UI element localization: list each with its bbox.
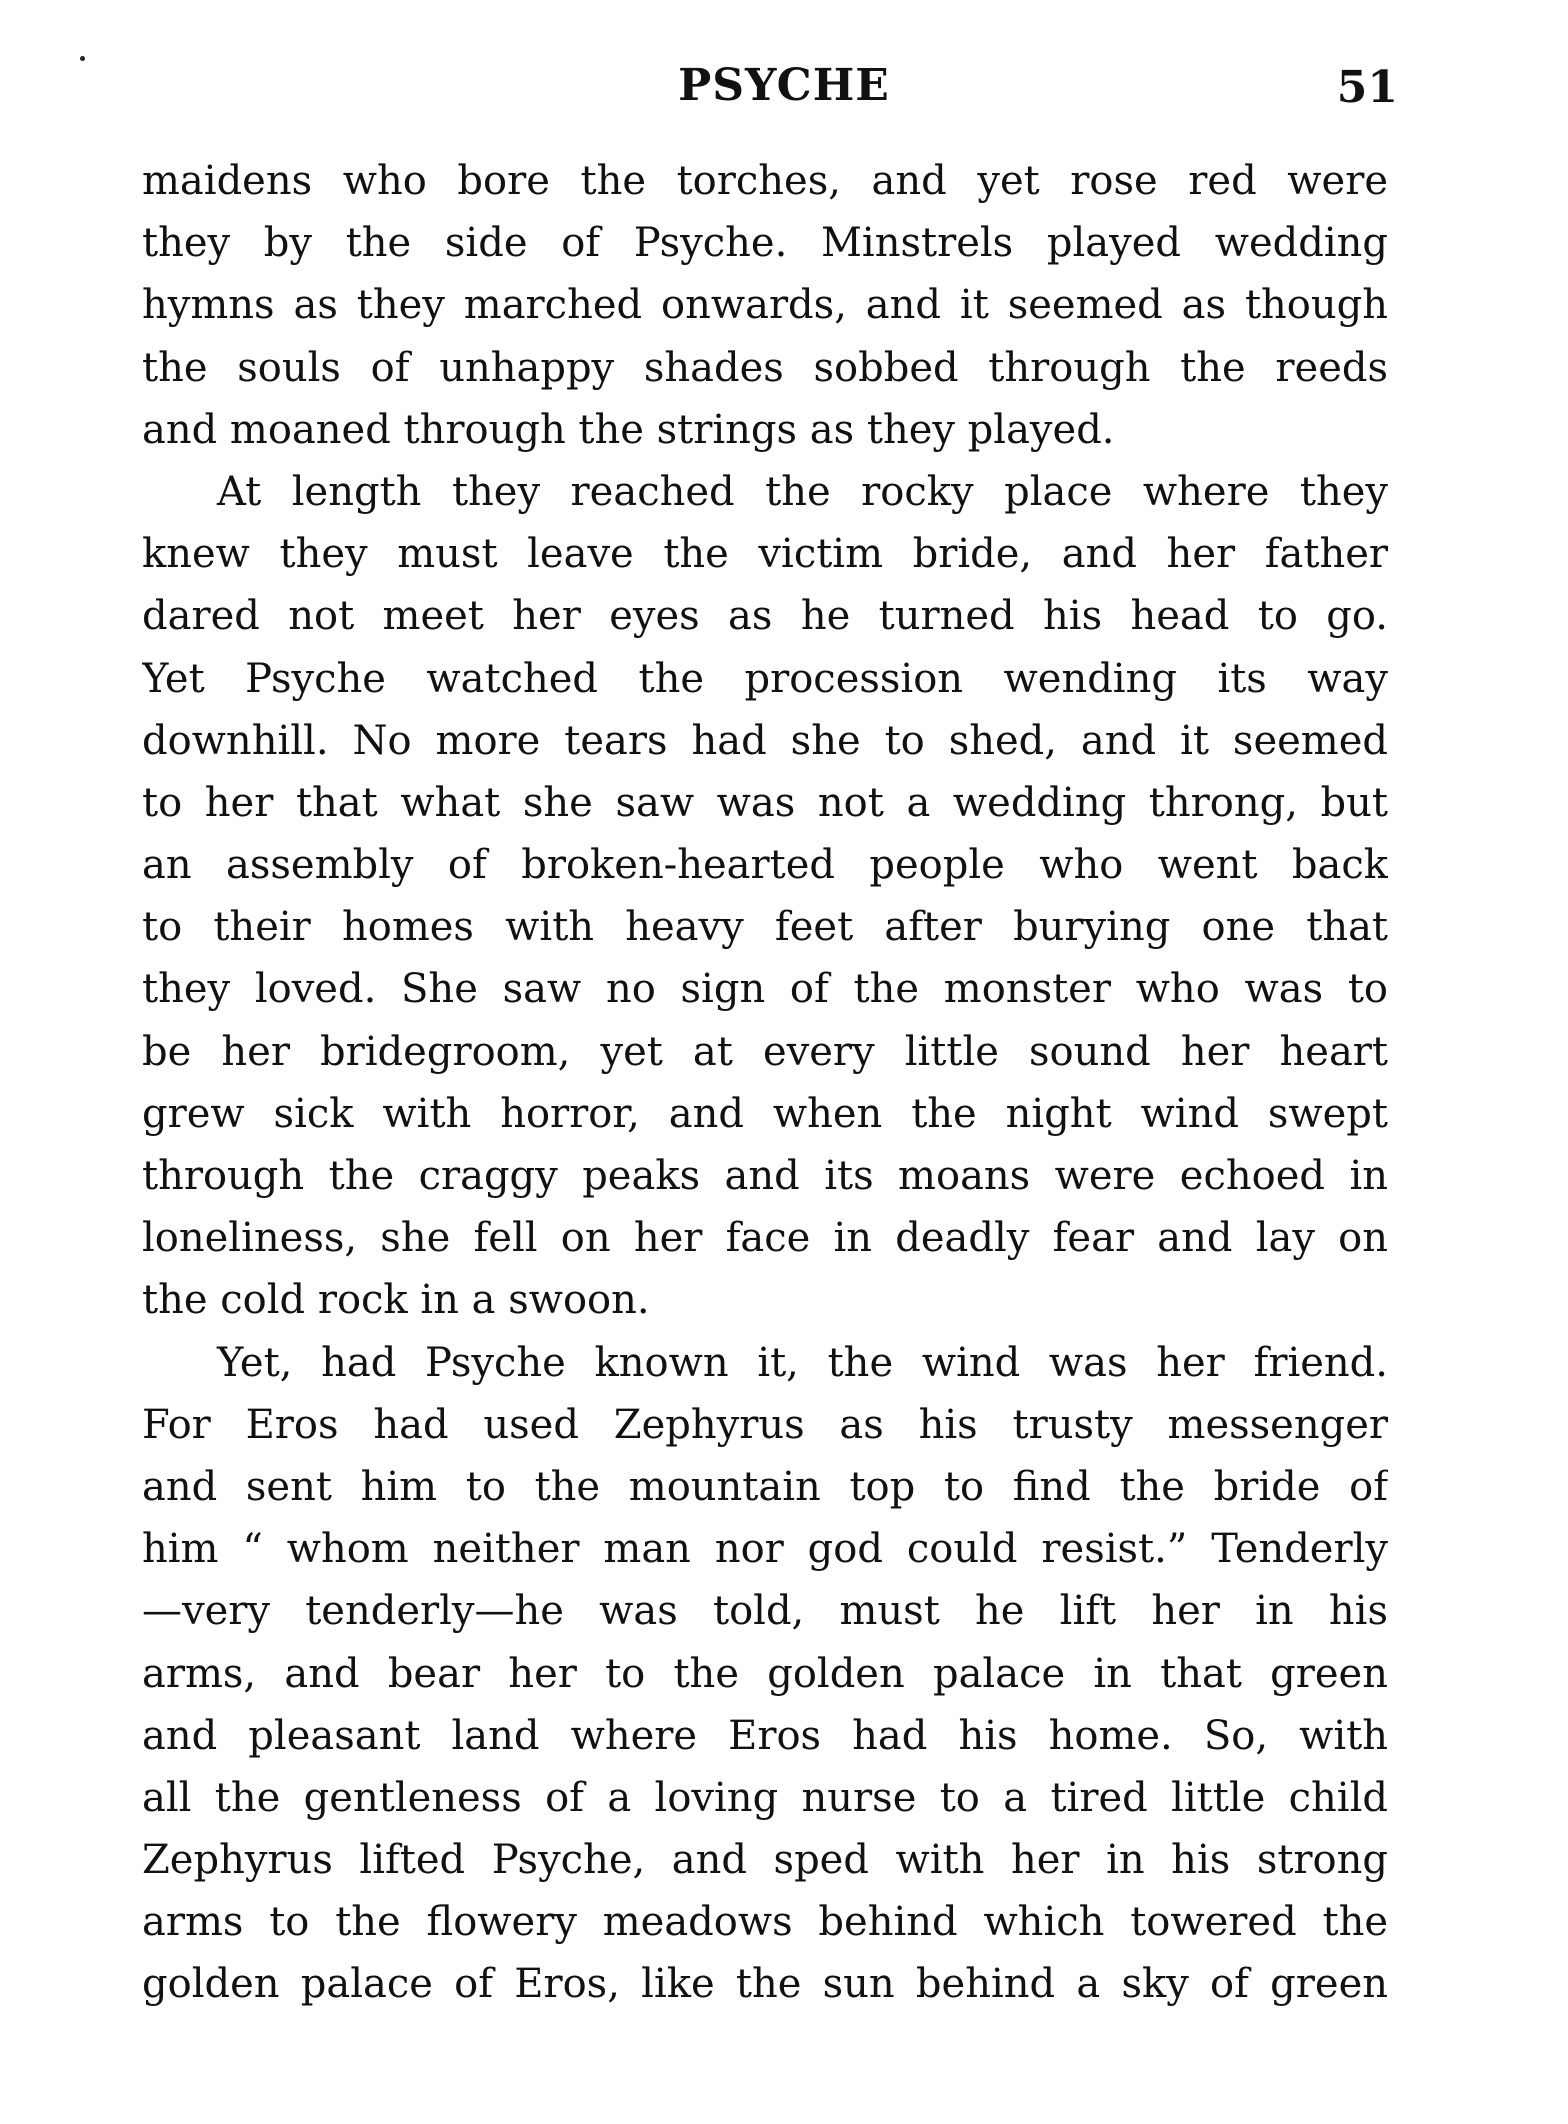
text-line: all the gentleness of a loving nurse to a tired little child [142,1774,1388,1821]
text-line: him “ whom neither man nor god could resist.” Tenderly [142,1526,1388,1573]
paragraph-2 [142,461,1388,1332]
text-line: arms, and bear her to the golden palace in that green [142,1650,1388,1697]
body-text [142,150,1388,2016]
text-line: they loved. She saw no sign of the monster who was to [142,966,1388,1013]
text-line: Yet, had Psyche known it, the wind was her friend. [217,1339,1388,1386]
text-line: to their homes with heavy feet after burying one that [142,904,1388,951]
text-line: At length they reached the rocky place where they [217,468,1388,515]
text-line: downhill. No more tears had she to shed, and it seemed [142,717,1388,764]
text-line: —very tenderly—he was told, must he lift her in his [142,1588,1388,1635]
page-header [0,60,1568,130]
text-line: For Eros had used Zephyrus as his trusty messenger [142,1401,1388,1448]
text-line: to her that what she saw was not a wedding throng, but [142,779,1388,826]
text-line: the souls of unhappy shades sobbed through the reeds [142,344,1388,391]
text-line: and sent him to the mountain top to find the bride of [142,1463,1388,1510]
text-line: Yet Psyche watched the procession wending its way [142,655,1388,702]
text-line: loneliness, she fell on her face in deadly fear and lay on [142,1215,1388,1262]
text-line: knew they must leave the victim bride, and her father [142,531,1388,578]
running-head: PSYCHE [678,60,890,111]
paragraph-1 [142,150,1388,461]
text-line: grew sick with horror, and when the night wind swept [142,1090,1388,1137]
text-line: hymns as they marched onwards, and it seemed as though [142,282,1388,329]
text-line: golden palace of Eros, like the sun behind a sky of green [142,1961,1388,2008]
text-line: through the craggy peaks and its moans were echoed in [142,1153,1388,1199]
text-line: an assembly of broken-hearted people who went back [142,842,1388,889]
text-line: Zephyrus lifted Psyche, and sped with her in his strong [142,1837,1388,1884]
text-line: be her bridegroom, yet at every little sound her heart [142,1028,1388,1075]
text-line: and moaned through the strings as they played. [142,406,1115,453]
page-number: 51 [1336,62,1398,113]
text-line: dared not meet her eyes as he turned his head to go. [142,593,1388,640]
text-line: maidens who bore the torches, and yet rose red were [142,158,1388,204]
paragraph-3 [142,1332,1388,2016]
text-line: and pleasant land where Eros had his home. So, with [142,1712,1388,1759]
text-line: arms to the flowery meadows behind which towered the [142,1899,1388,1946]
text-line: the cold rock in a swoon. [142,1277,650,1324]
text-line: they by the side of Psyche. Minstrels played wedding [142,220,1388,267]
